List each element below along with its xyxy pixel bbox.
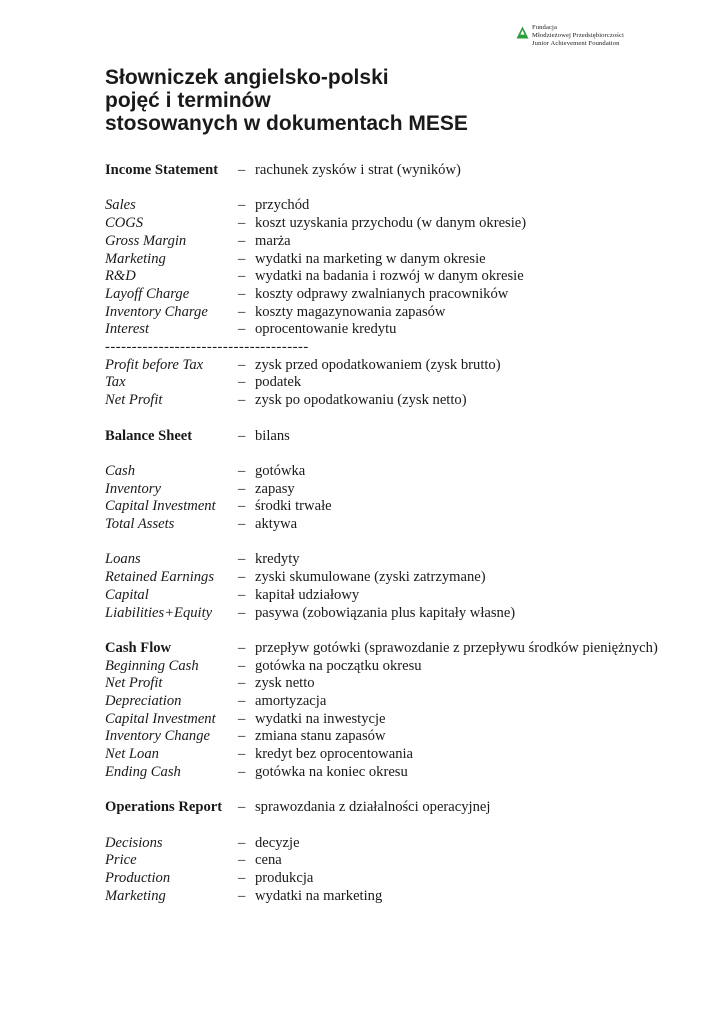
section-heading-operations-report <box>105 799 665 817</box>
glossary-definition: zyski skumulowane (zyski zatrzymane) <box>255 569 486 586</box>
glossary-row <box>105 675 665 693</box>
glossary-term: Ending Cash <box>105 763 181 780</box>
glossary-term: COGS <box>105 215 144 232</box>
glossary-row <box>105 711 665 729</box>
dash: – <box>238 693 246 710</box>
glossary-row <box>105 835 665 853</box>
dash: – <box>238 586 246 603</box>
glossary-definition: środki trwałe <box>255 498 332 515</box>
glossary-row <box>105 498 665 516</box>
glossary-definition: produkcja <box>255 870 314 887</box>
glossary-definition: zysk po opodatkowaniu (zysk netto) <box>255 392 467 409</box>
glossary <box>105 162 665 905</box>
glossary-definition: wydatki na inwestycje <box>255 710 386 727</box>
glossary-definition: amortyzacja <box>255 693 327 710</box>
glossary-definition: kredyt bez oprocentowania <box>255 746 414 763</box>
glossary-row <box>105 569 665 587</box>
glossary-definition: koszty odprawy zwalnianych pracowników <box>255 285 509 302</box>
glossary-row <box>105 852 665 870</box>
glossary-row <box>105 463 665 481</box>
dash: – <box>238 675 246 692</box>
foundation-name-line-3: Junior Achievement Foundation <box>532 40 620 48</box>
dash: – <box>238 392 246 409</box>
glossary-definition: gotówka na koniec okresu <box>255 763 408 780</box>
dash: – <box>238 427 246 444</box>
glossary-definition: przepływ gotówki (sprawozdanie z przepływu środków pieniężnych) <box>255 639 658 656</box>
glossary-row <box>105 746 665 764</box>
glossary-row <box>105 605 665 623</box>
section-heading-balance-sheet <box>105 428 665 446</box>
page-title <box>105 66 468 135</box>
dash: – <box>238 763 246 780</box>
dash: – <box>238 215 246 232</box>
glossary-row <box>105 321 665 339</box>
glossary-term: Price <box>105 852 137 869</box>
glossary-definition: koszty magazynowania zapasów <box>255 303 446 320</box>
glossary-term: Beginning Cash <box>105 657 199 674</box>
foundation-name <box>532 24 624 49</box>
pyramid-logo-icon <box>516 26 529 39</box>
glossary-term: Interest <box>105 321 150 338</box>
glossary-row <box>105 481 665 499</box>
glossary-term: Inventory Change <box>105 728 210 745</box>
dash: – <box>238 710 246 727</box>
glossary-definition: kredyty <box>255 551 300 568</box>
glossary-term: R&D <box>105 268 136 285</box>
glossary-term: Production <box>105 870 171 887</box>
glossary-term: Income Statement <box>105 162 219 178</box>
glossary-row <box>105 357 665 375</box>
dash: – <box>238 374 246 391</box>
glossary-term: Capital Investment <box>105 498 216 515</box>
dash: – <box>238 516 246 533</box>
separator-line: -------------------------------------- <box>105 339 309 356</box>
glossary-row <box>105 764 665 782</box>
dash: – <box>238 480 246 497</box>
glossary-definition: kapitał udziałowy <box>255 586 360 603</box>
dash: – <box>238 197 246 214</box>
glossary-term: Profit before Tax <box>105 356 204 373</box>
glossary-definition: wydatki na badania i rozwój w danym okresie <box>255 268 524 285</box>
glossary-term: Cash Flow <box>105 639 172 656</box>
glossary-row <box>105 251 665 269</box>
glossary-definition: podatek <box>255 374 302 391</box>
glossary-row <box>105 693 665 711</box>
page-title-line-2: pojęć i terminów <box>105 89 271 112</box>
glossary-definition: aktywa <box>255 516 298 533</box>
glossary-row <box>105 888 665 906</box>
glossary-definition: cena <box>255 852 282 869</box>
glossary-term: Capital <box>105 586 149 603</box>
glossary-definition: zysk netto <box>255 675 315 692</box>
glossary-definition: marża <box>255 232 291 249</box>
glossary-row <box>105 658 665 676</box>
glossary-row <box>105 197 665 215</box>
dash: – <box>238 551 246 568</box>
glossary-term: Decisions <box>105 834 163 851</box>
dash: – <box>238 250 246 267</box>
glossary-definition: zysk przed opodatkowaniem (zysk brutto) <box>255 356 501 373</box>
glossary-term: Marketing <box>105 250 166 267</box>
dash: – <box>238 569 246 586</box>
dash: – <box>238 285 246 302</box>
glossary-definition: sprawozdania z działalności operacyjnej <box>255 799 491 816</box>
glossary-term: Retained Earnings <box>105 569 215 586</box>
glossary-definition: rachunek zysków i strat (wyników) <box>255 162 461 178</box>
glossary-definition: gotówka na początku okresu <box>255 657 422 674</box>
glossary-definition: zmiana stanu zapasów <box>255 728 386 745</box>
glossary-row <box>105 728 665 746</box>
glossary-term: Cash <box>105 462 136 479</box>
dash: – <box>238 232 246 249</box>
glossary-term: Balance Sheet <box>105 427 193 444</box>
glossary-term: Marketing <box>105 887 166 904</box>
glossary-definition: bilans <box>255 427 290 444</box>
dash: – <box>238 162 246 178</box>
glossary-term: Loans <box>105 551 141 568</box>
glossary-definition: pasywa (zobowiązania plus kapitały własne) <box>255 604 516 621</box>
glossary-row <box>105 374 665 392</box>
dash: – <box>238 321 246 338</box>
glossary-term: Inventory Charge <box>105 303 208 320</box>
glossary-definition: oprocentowanie kredytu <box>255 321 397 338</box>
dash: – <box>238 639 246 656</box>
glossary-term: Tax <box>105 374 126 391</box>
glossary-definition: zapasy <box>255 480 295 497</box>
dash: – <box>238 887 246 904</box>
glossary-row <box>105 551 665 569</box>
dash: – <box>238 799 246 816</box>
glossary-definition: wydatki na marketing <box>255 887 383 904</box>
dash: – <box>238 728 246 745</box>
dash: – <box>238 852 246 869</box>
glossary-row <box>105 587 665 605</box>
glossary-definition: decyzje <box>255 834 300 851</box>
glossary-definition: koszt uzyskania przychodu (w danym okresie) <box>255 215 527 232</box>
glossary-definition: przychód <box>255 197 310 214</box>
glossary-definition: gotówka <box>255 462 306 479</box>
glossary-row <box>105 268 665 286</box>
glossary-row <box>105 215 665 233</box>
dash: – <box>238 268 246 285</box>
glossary-term: Capital Investment <box>105 710 216 727</box>
dash: – <box>238 746 246 763</box>
dash: – <box>238 834 246 851</box>
glossary-row <box>105 286 665 304</box>
foundation-logo <box>516 24 666 50</box>
glossary-term: Gross Margin <box>105 232 187 249</box>
glossary-term: Net Profit <box>105 392 163 409</box>
dash: – <box>238 303 246 320</box>
section-heading-income-statement <box>105 162 665 180</box>
glossary-term: Layoff Charge <box>105 285 190 302</box>
glossary-term: Operations Report <box>105 799 223 816</box>
dash: – <box>238 657 246 674</box>
glossary-term: Net Loan <box>105 746 159 763</box>
glossary-term: Inventory <box>105 480 161 497</box>
dash: – <box>238 356 246 373</box>
glossary-term: Liabilities+Equity <box>105 604 213 621</box>
dash: – <box>238 498 246 515</box>
glossary-term: Sales <box>105 197 136 214</box>
page-title-line-3: stosowanych w dokumentach MESE <box>105 112 468 135</box>
dash: – <box>238 870 246 887</box>
glossary-term: Net Profit <box>105 675 163 692</box>
glossary-definition: wydatki na marketing w danym okresie <box>255 250 486 267</box>
glossary-term: Total Assets <box>105 516 175 533</box>
glossary-row <box>105 516 665 534</box>
glossary-row <box>105 304 665 322</box>
page-title-line-1: Słowniczek angielsko-polski <box>105 66 389 89</box>
section-heading-cash-flow <box>105 640 665 658</box>
glossary-row <box>105 233 665 251</box>
dash: – <box>238 462 246 479</box>
foundation-name-line-2: Młodzieżowej Przedsiębiorczości <box>532 32 624 40</box>
glossary-row <box>105 870 665 888</box>
dash: – <box>238 604 246 621</box>
glossary-term: Depreciation <box>105 693 182 710</box>
foundation-name-line-1: Fundacja <box>532 24 557 31</box>
glossary-row <box>105 392 665 410</box>
